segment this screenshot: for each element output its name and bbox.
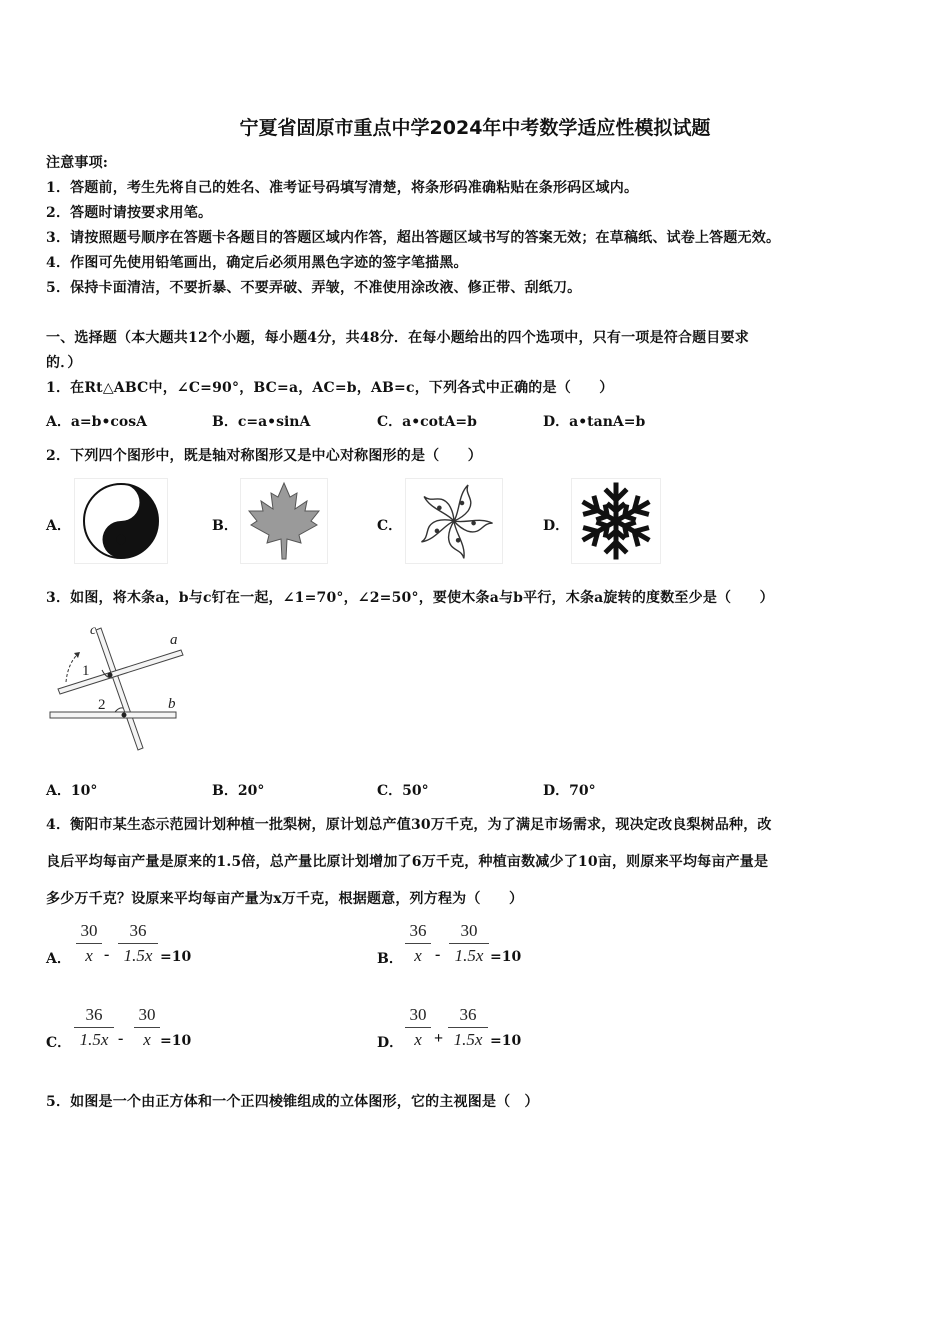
q1-option-c[interactable]: C．a•cotA=b xyxy=(377,414,477,430)
q4-option-a-label[interactable]: A． xyxy=(46,951,71,967)
q2-stem: 2．下列四个图形中，既是轴对称图形又是中心对称图形的是（ ） xyxy=(46,448,482,464)
q4-d-rhs: =10 xyxy=(490,1033,522,1049)
q3-option-a[interactable]: A．10° xyxy=(46,783,98,799)
q4-a-fraction-2: 36 1.5x xyxy=(118,921,158,966)
section-heading-cont: 的．） xyxy=(46,355,82,371)
q3-stem: 3．如图，将木条a，b与c钉在一起，∠1=70°，∠2=50°，要使木条a与b平行，木条a旋转的度数至少是（ ） xyxy=(46,590,774,606)
q4-b-fraction-2: 30 1.5x xyxy=(449,921,489,966)
label-a: a xyxy=(170,632,178,648)
q3-option-c[interactable]: C．50° xyxy=(377,783,429,799)
notice-item: 1．答题前，考生先将自己的姓名、准考证号码填写清楚，将条形码准确粘贴在条形码区域内。 xyxy=(46,180,639,196)
q4-a-operator: - xyxy=(104,946,110,963)
q4-stem-line1: 4．衡阳市某生态示范园计划种植一批梨树，原计划总产值30万千克，为了满足市场需求，现决定改良梨树品种，改 xyxy=(46,817,772,833)
q2-figure-d[interactable] xyxy=(571,478,661,564)
notice-item: 4．作图可先使用铅笔画出，确定后必须用黑色字迹的签字笔描黑。 xyxy=(46,255,468,271)
q4-b-rhs: =10 xyxy=(490,949,522,965)
notice-heading: 注意事项: xyxy=(46,155,109,171)
q1-option-b[interactable]: B．c=a•sinA xyxy=(212,414,311,430)
q4-b-operator: - xyxy=(435,946,441,963)
q4-option-b-label[interactable]: B． xyxy=(377,951,403,967)
q5-stem: 5．如图是一个由正方体和一个正四棱锥组成的立体图形，它的主视图是（ ） xyxy=(46,1094,539,1110)
q4-stem-line2: 良后平均每亩产量是原来的1.5倍，总产量比原计划增加了6万千克，种植亩数减少了10亩，则原来平均每亩产量是 xyxy=(46,854,769,870)
q4-c-fraction-1: 36 1.5x xyxy=(74,1005,114,1050)
q3-figure xyxy=(44,622,190,752)
q2-figure-c[interactable] xyxy=(405,478,503,564)
q3-option-b[interactable]: B．20° xyxy=(212,783,265,799)
q4-d-fraction-2: 36 1.5x xyxy=(448,1005,488,1050)
q2-figure-a[interactable] xyxy=(74,478,168,564)
q1-stem: 1．在Rt△ABC中，∠C=90°，BC=a，AC=b，AB=c，下列各式中正确的是（ ） xyxy=(46,380,614,396)
q4-c-rhs: =10 xyxy=(160,1033,192,1049)
label-angle-1: 1 xyxy=(82,663,90,679)
yin-yang-icon xyxy=(75,479,167,563)
notice-item: 2．答题时请按要求用笔。 xyxy=(46,205,213,221)
q1-option-d[interactable]: D．a•tanA=b xyxy=(543,414,646,430)
q4-d-operator: + xyxy=(434,1030,444,1047)
q2-option-c-label[interactable]: C． xyxy=(377,518,403,534)
q2-option-a-label[interactable]: A． xyxy=(46,518,71,534)
q4-d-fraction-1: 30 x xyxy=(405,1005,431,1050)
page-title: 宁夏省固原市重点中学2024年中考数学适应性模拟试题 xyxy=(239,117,711,139)
q4-b-fraction-1: 36 x xyxy=(405,921,431,966)
q4-option-d-label[interactable]: D． xyxy=(377,1035,404,1051)
q2-option-d-label[interactable]: D． xyxy=(543,518,570,534)
bauhinia-flower-icon xyxy=(406,479,502,563)
snowflake-icon xyxy=(572,479,660,563)
label-b: b xyxy=(168,696,176,712)
q1-option-a[interactable]: A．a=b•cosA xyxy=(46,414,148,430)
q3-option-d[interactable]: D．70° xyxy=(543,783,596,799)
q4-a-rhs: =10 xyxy=(160,949,192,965)
label-c: c xyxy=(90,623,97,638)
section-heading: 一、选择题（本大题共12个小题，每小题4分，共48分．在每小题给出的四个选项中，只有一项是符合题目要求 xyxy=(46,330,749,346)
q2-option-b-label[interactable]: B． xyxy=(212,518,238,534)
q4-c-operator: - xyxy=(118,1030,124,1047)
q4-stem-line3: 多少万千克？设原来平均每亩产量为x万千克，根据题意，列方程为（ ） xyxy=(46,891,524,907)
q4-a-fraction-1: 30 x xyxy=(76,921,102,966)
q4-c-fraction-2: 30 x xyxy=(134,1005,160,1050)
maple-leaf-icon xyxy=(241,479,327,563)
notice-item: 5．保持卡面清洁，不要折暴、不要弄破、弄皱，不准使用涂改液、修正带、刮纸刀。 xyxy=(46,280,582,296)
label-angle-2: 2 xyxy=(98,697,106,713)
q2-figure-b[interactable] xyxy=(240,478,328,564)
q4-option-c-label[interactable]: C． xyxy=(46,1035,72,1051)
notice-item: 3．请按照题号顺序在答题卡各题目的答题区域内作答，超出答题区域书写的答案无效；在草稿纸、试卷上答题无效。 xyxy=(46,230,781,246)
wooden-sticks-diagram xyxy=(44,622,190,752)
